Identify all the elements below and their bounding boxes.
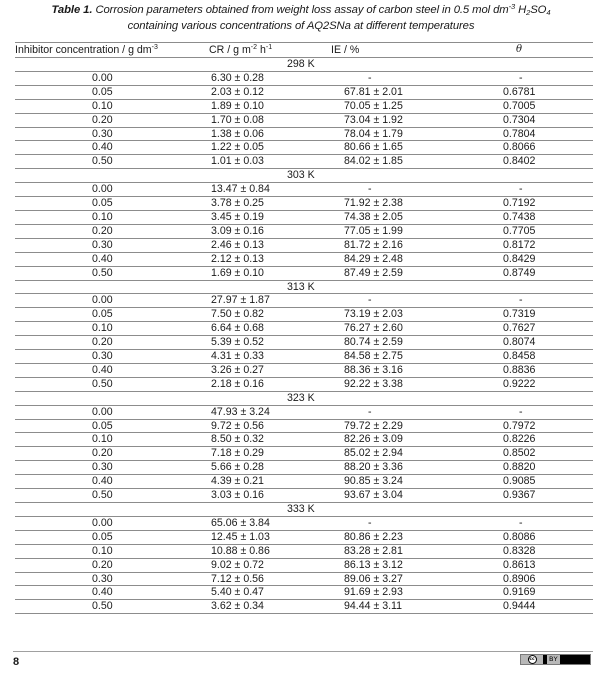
table-row bbox=[15, 266, 593, 280]
cc-logo-panel bbox=[521, 655, 543, 664]
concentration-cell: 0.20 bbox=[15, 113, 187, 127]
surface-coverage-cell: 0.7319 bbox=[445, 308, 593, 322]
surface-coverage-cell: - bbox=[445, 294, 593, 308]
temperature-label-cell bbox=[15, 280, 593, 294]
inhibition-efficiency-cell: 88.36 ± 3.16 bbox=[299, 363, 445, 377]
temperature-group-row bbox=[15, 503, 593, 517]
inhibition-efficiency-cell: 88.20 ± 3.36 bbox=[299, 461, 445, 475]
inhibition-efficiency-cell: 90.85 ± 3.24 bbox=[299, 475, 445, 489]
corrosion-rate-cell: 3.62 ± 0.34 bbox=[187, 600, 299, 614]
temperature-label: 323 K bbox=[287, 391, 315, 404]
corrosion-rate-cell: 13.47 ± 0.84 bbox=[187, 183, 299, 197]
header-inhibition-efficiency: IE / % bbox=[299, 43, 445, 58]
table-row bbox=[15, 322, 593, 336]
concentration-cell: 0.30 bbox=[15, 127, 187, 141]
table-row bbox=[15, 600, 593, 614]
surface-coverage-cell: 0.9444 bbox=[445, 600, 593, 614]
concentration-cell: 0.20 bbox=[15, 447, 187, 461]
inhibition-efficiency-cell: 86.13 ± 3.12 bbox=[299, 558, 445, 572]
concentration-cell: 0.50 bbox=[15, 377, 187, 391]
corrosion-rate-cell: 2.03 ± 0.12 bbox=[187, 85, 299, 99]
corrosion-rate-cell: 1.22 ± 0.05 bbox=[187, 141, 299, 155]
table-row bbox=[15, 530, 593, 544]
license-by-label: BY bbox=[549, 655, 559, 663]
table-row bbox=[15, 197, 593, 211]
surface-coverage-cell: 0.8402 bbox=[445, 155, 593, 169]
concentration-cell: 0.05 bbox=[15, 197, 187, 211]
concentration-cell: 0.30 bbox=[15, 461, 187, 475]
header-text: Inhibitor concentration / g dm bbox=[15, 44, 152, 56]
table-row bbox=[15, 155, 593, 169]
caption-species: SO bbox=[530, 4, 547, 16]
concentration-cell: 0.05 bbox=[15, 419, 187, 433]
concentration-cell: 0.10 bbox=[15, 99, 187, 113]
inhibition-efficiency-cell: 84.58 ± 2.75 bbox=[299, 350, 445, 364]
table-row bbox=[15, 183, 593, 197]
surface-coverage-cell: 0.8328 bbox=[445, 544, 593, 558]
corrosion-parameters-table bbox=[15, 42, 593, 614]
surface-coverage-cell: - bbox=[445, 71, 593, 85]
table-row bbox=[15, 99, 593, 113]
concentration-cell: 0.40 bbox=[15, 252, 187, 266]
surface-coverage-cell: 0.8172 bbox=[445, 238, 593, 252]
corrosion-rate-cell: 1.01 ± 0.03 bbox=[187, 155, 299, 169]
caption-superscript: -3 bbox=[508, 2, 516, 11]
inhibition-efficiency-cell: 67.81 ± 2.01 bbox=[299, 85, 445, 99]
concentration-cell: 0.00 bbox=[15, 71, 187, 85]
inhibition-efficiency-cell: 80.86 ± 2.23 bbox=[299, 530, 445, 544]
corrosion-rate-cell: 2.12 ± 0.13 bbox=[187, 252, 299, 266]
table-row bbox=[15, 475, 593, 489]
page-number: 8 bbox=[13, 656, 20, 668]
corrosion-rate-cell: 6.64 ± 0.68 bbox=[187, 322, 299, 336]
caption-line-2: containing various concentrations of AQ2SNa at different temperatures bbox=[127, 20, 475, 32]
corrosion-rate-cell: 4.39 ± 0.21 bbox=[187, 475, 299, 489]
temperature-label-cell bbox=[15, 391, 593, 405]
concentration-cell: 0.20 bbox=[15, 558, 187, 572]
inhibition-efficiency-cell: 74.38 ± 2.05 bbox=[299, 210, 445, 224]
header-surface-coverage: θ bbox=[445, 43, 593, 58]
temperature-group-row bbox=[15, 391, 593, 405]
inhibition-efficiency-cell: - bbox=[299, 516, 445, 530]
concentration-cell: 0.10 bbox=[15, 322, 187, 336]
table-row bbox=[15, 558, 593, 572]
corrosion-rate-cell: 1.70 ± 0.08 bbox=[187, 113, 299, 127]
inhibition-efficiency-cell: 84.02 ± 1.85 bbox=[299, 155, 445, 169]
caption-species: H bbox=[515, 4, 527, 16]
temperature-group-row bbox=[15, 58, 593, 72]
surface-coverage-cell: 0.7804 bbox=[445, 127, 593, 141]
table-row bbox=[15, 572, 593, 586]
table-row bbox=[15, 113, 593, 127]
corrosion-rate-cell: 1.89 ± 0.10 bbox=[187, 99, 299, 113]
concentration-cell: 0.30 bbox=[15, 238, 187, 252]
concentration-cell: 0.50 bbox=[15, 155, 187, 169]
creative-commons-icon: cc bbox=[529, 657, 535, 662]
surface-coverage-cell: 0.7705 bbox=[445, 224, 593, 238]
table-row bbox=[15, 336, 593, 350]
inhibition-efficiency-cell: 91.69 ± 2.93 bbox=[299, 586, 445, 600]
concentration-cell: 0.10 bbox=[15, 544, 187, 558]
surface-coverage-cell: 0.7304 bbox=[445, 113, 593, 127]
surface-coverage-cell: 0.8906 bbox=[445, 572, 593, 586]
surface-coverage-cell: 0.8820 bbox=[445, 461, 593, 475]
temperature-label-cell bbox=[15, 503, 593, 517]
table-row bbox=[15, 127, 593, 141]
corrosion-rate-cell: 7.12 ± 0.56 bbox=[187, 572, 299, 586]
concentration-cell: 0.20 bbox=[15, 336, 187, 350]
inhibition-efficiency-cell: 79.72 ± 2.29 bbox=[299, 419, 445, 433]
corrosion-rate-cell: 1.38 ± 0.06 bbox=[187, 127, 299, 141]
table-row bbox=[15, 238, 593, 252]
inhibition-efficiency-cell: 93.67 ± 3.04 bbox=[299, 489, 445, 503]
inhibition-efficiency-cell: 89.06 ± 3.27 bbox=[299, 572, 445, 586]
concentration-cell: 0.05 bbox=[15, 308, 187, 322]
concentration-cell: 0.10 bbox=[15, 210, 187, 224]
caption-subscript: 4 bbox=[546, 8, 551, 17]
concentration-cell: 0.20 bbox=[15, 224, 187, 238]
table-body bbox=[15, 58, 593, 614]
concentration-cell: 0.40 bbox=[15, 363, 187, 377]
surface-coverage-cell: - bbox=[445, 405, 593, 419]
table-row bbox=[15, 308, 593, 322]
inhibition-efficiency-cell: 70.05 ± 1.25 bbox=[299, 99, 445, 113]
corrosion-rate-cell: 47.93 ± 3.24 bbox=[187, 405, 299, 419]
header-corrosion-rate bbox=[187, 43, 299, 58]
surface-coverage-cell: 0.7627 bbox=[445, 322, 593, 336]
corrosion-rate-cell: 2.46 ± 0.13 bbox=[187, 238, 299, 252]
corrosion-rate-cell: 9.02 ± 0.72 bbox=[187, 558, 299, 572]
concentration-cell: 0.00 bbox=[15, 294, 187, 308]
concentration-cell: 0.05 bbox=[15, 530, 187, 544]
inhibition-efficiency-cell: 83.28 ± 2.81 bbox=[299, 544, 445, 558]
concentration-cell: 0.50 bbox=[15, 489, 187, 503]
corrosion-rate-cell: 5.40 ± 0.47 bbox=[187, 586, 299, 600]
caption-label: Table 1. bbox=[51, 4, 93, 16]
table-caption bbox=[0, 2, 602, 34]
corrosion-rate-cell: 3.78 ± 0.25 bbox=[187, 197, 299, 211]
concentration-cell: 0.30 bbox=[15, 350, 187, 364]
temperature-group-row bbox=[15, 169, 593, 183]
caption-subscript: 2 bbox=[526, 8, 531, 17]
cc-by-license-badge[interactable] bbox=[520, 654, 591, 665]
surface-coverage-cell: 0.8458 bbox=[445, 350, 593, 364]
surface-coverage-cell: 0.8613 bbox=[445, 558, 593, 572]
inhibition-efficiency-cell: 82.26 ± 3.09 bbox=[299, 433, 445, 447]
header-superscript: -1 bbox=[265, 44, 273, 51]
surface-coverage-cell: 0.7192 bbox=[445, 197, 593, 211]
concentration-cell: 0.40 bbox=[15, 141, 187, 155]
inhibition-efficiency-cell: 84.29 ± 2.48 bbox=[299, 252, 445, 266]
corrosion-rate-cell: 27.97 ± 1.87 bbox=[187, 294, 299, 308]
concentration-cell: 0.05 bbox=[15, 85, 187, 99]
header-superscript: -3 bbox=[151, 44, 158, 51]
header-inhibitor-concentration bbox=[15, 43, 187, 58]
corrosion-rate-cell: 7.50 ± 0.82 bbox=[187, 308, 299, 322]
corrosion-rate-cell: 3.45 ± 0.19 bbox=[187, 210, 299, 224]
surface-coverage-cell: 0.8836 bbox=[445, 363, 593, 377]
corrosion-rate-cell: 8.50 ± 0.32 bbox=[187, 433, 299, 447]
header-row bbox=[15, 43, 593, 58]
surface-coverage-cell: 0.7438 bbox=[445, 210, 593, 224]
inhibition-efficiency-cell: 73.04 ± 1.92 bbox=[299, 113, 445, 127]
header-text: CR / g m bbox=[209, 44, 251, 56]
caption-line-1 bbox=[0, 2, 602, 18]
inhibition-efficiency-cell: 94.44 ± 3.11 bbox=[299, 600, 445, 614]
concentration-cell: 0.30 bbox=[15, 572, 187, 586]
table-row bbox=[15, 447, 593, 461]
table-row bbox=[15, 377, 593, 391]
temperature-label-cell bbox=[15, 58, 593, 72]
concentration-cell: 0.40 bbox=[15, 475, 187, 489]
table-row bbox=[15, 516, 593, 530]
table-row bbox=[15, 350, 593, 364]
surface-coverage-cell: 0.9169 bbox=[445, 586, 593, 600]
surface-coverage-cell: 0.8074 bbox=[445, 336, 593, 350]
corrosion-rate-cell: 7.18 ± 0.29 bbox=[187, 447, 299, 461]
table-row bbox=[15, 210, 593, 224]
inhibition-efficiency-cell: - bbox=[299, 294, 445, 308]
inhibition-efficiency-cell: 73.19 ± 2.03 bbox=[299, 308, 445, 322]
temperature-label: 303 K bbox=[287, 169, 315, 182]
inhibition-efficiency-cell: 77.05 ± 1.99 bbox=[299, 224, 445, 238]
corrosion-rate-cell: 1.69 ± 0.10 bbox=[187, 266, 299, 280]
surface-coverage-cell: 0.8086 bbox=[445, 530, 593, 544]
concentration-cell: 0.00 bbox=[15, 516, 187, 530]
surface-coverage-cell: 0.9367 bbox=[445, 489, 593, 503]
corrosion-rate-cell: 3.03 ± 0.16 bbox=[187, 489, 299, 503]
corrosion-rate-cell: 6.30 ± 0.28 bbox=[187, 71, 299, 85]
corrosion-rate-cell: 5.66 ± 0.28 bbox=[187, 461, 299, 475]
inhibition-efficiency-cell: 81.72 ± 2.16 bbox=[299, 238, 445, 252]
table-row bbox=[15, 71, 593, 85]
concentration-cell: 0.50 bbox=[15, 266, 187, 280]
corrosion-rate-cell: 2.18 ± 0.16 bbox=[187, 377, 299, 391]
inhibition-efficiency-cell: 71.92 ± 2.38 bbox=[299, 197, 445, 211]
table-row bbox=[15, 419, 593, 433]
temperature-group-row bbox=[15, 280, 593, 294]
table-row bbox=[15, 405, 593, 419]
table-row bbox=[15, 433, 593, 447]
inhibition-efficiency-cell: 80.74 ± 2.59 bbox=[299, 336, 445, 350]
inhibition-efficiency-cell: 85.02 ± 2.94 bbox=[299, 447, 445, 461]
inhibition-efficiency-cell: 80.66 ± 1.65 bbox=[299, 141, 445, 155]
caption-text: Corrosion parameters obtained from weight loss assay of carbon steel in 0.5 mol dm bbox=[92, 4, 509, 16]
table-row bbox=[15, 141, 593, 155]
temperature-label: 333 K bbox=[287, 503, 315, 515]
inhibition-efficiency-cell: - bbox=[299, 405, 445, 419]
surface-coverage-cell: 0.8066 bbox=[445, 141, 593, 155]
table-row bbox=[15, 252, 593, 266]
table-row bbox=[15, 461, 593, 475]
inhibition-efficiency-cell: 76.27 ± 2.60 bbox=[299, 322, 445, 336]
surface-coverage-cell: 0.9222 bbox=[445, 377, 593, 391]
header-text: h bbox=[257, 44, 266, 56]
temperature-label: 298 K bbox=[287, 58, 315, 70]
corrosion-rate-cell: 3.26 ± 0.27 bbox=[187, 363, 299, 377]
inhibition-efficiency-cell: 87.49 ± 2.59 bbox=[299, 266, 445, 280]
corrosion-rate-cell: 65.06 ± 3.84 bbox=[187, 516, 299, 530]
table-row bbox=[15, 586, 593, 600]
footer-divider bbox=[13, 651, 593, 652]
surface-coverage-cell: 0.8749 bbox=[445, 266, 593, 280]
table-row bbox=[15, 224, 593, 238]
concentration-cell: 0.00 bbox=[15, 405, 187, 419]
corrosion-rate-cell: 3.09 ± 0.16 bbox=[187, 224, 299, 238]
surface-coverage-cell: 0.8502 bbox=[445, 447, 593, 461]
surface-coverage-cell: 0.7005 bbox=[445, 99, 593, 113]
concentration-cell: 0.10 bbox=[15, 433, 187, 447]
corrosion-rate-cell: 12.45 ± 1.03 bbox=[187, 530, 299, 544]
corrosion-rate-cell: 10.88 ± 0.86 bbox=[187, 544, 299, 558]
surface-coverage-cell: - bbox=[445, 183, 593, 197]
inhibition-efficiency-cell: 78.04 ± 1.79 bbox=[299, 127, 445, 141]
table-row bbox=[15, 489, 593, 503]
surface-coverage-cell: - bbox=[445, 516, 593, 530]
surface-coverage-cell: 0.8226 bbox=[445, 433, 593, 447]
corrosion-rate-cell: 9.72 ± 0.56 bbox=[187, 419, 299, 433]
header-superscript: -2 bbox=[250, 44, 258, 51]
surface-coverage-cell: 0.9085 bbox=[445, 475, 593, 489]
inhibition-efficiency-cell: - bbox=[299, 71, 445, 85]
surface-coverage-cell: 0.6781 bbox=[445, 85, 593, 99]
table-row bbox=[15, 85, 593, 99]
corrosion-rate-cell: 5.39 ± 0.52 bbox=[187, 336, 299, 350]
table-row bbox=[15, 544, 593, 558]
table-row bbox=[15, 294, 593, 308]
concentration-cell: 0.00 bbox=[15, 183, 187, 197]
temperature-label: 313 K bbox=[287, 280, 315, 293]
temperature-label-cell bbox=[15, 169, 593, 183]
concentration-cell: 0.50 bbox=[15, 600, 187, 614]
corrosion-rate-cell: 4.31 ± 0.33 bbox=[187, 350, 299, 364]
surface-coverage-cell: 0.7972 bbox=[445, 419, 593, 433]
inhibition-efficiency-cell: 92.22 ± 3.38 bbox=[299, 377, 445, 391]
inhibition-efficiency-cell: - bbox=[299, 183, 445, 197]
concentration-cell: 0.40 bbox=[15, 586, 187, 600]
surface-coverage-cell: 0.8429 bbox=[445, 252, 593, 266]
table-row bbox=[15, 363, 593, 377]
